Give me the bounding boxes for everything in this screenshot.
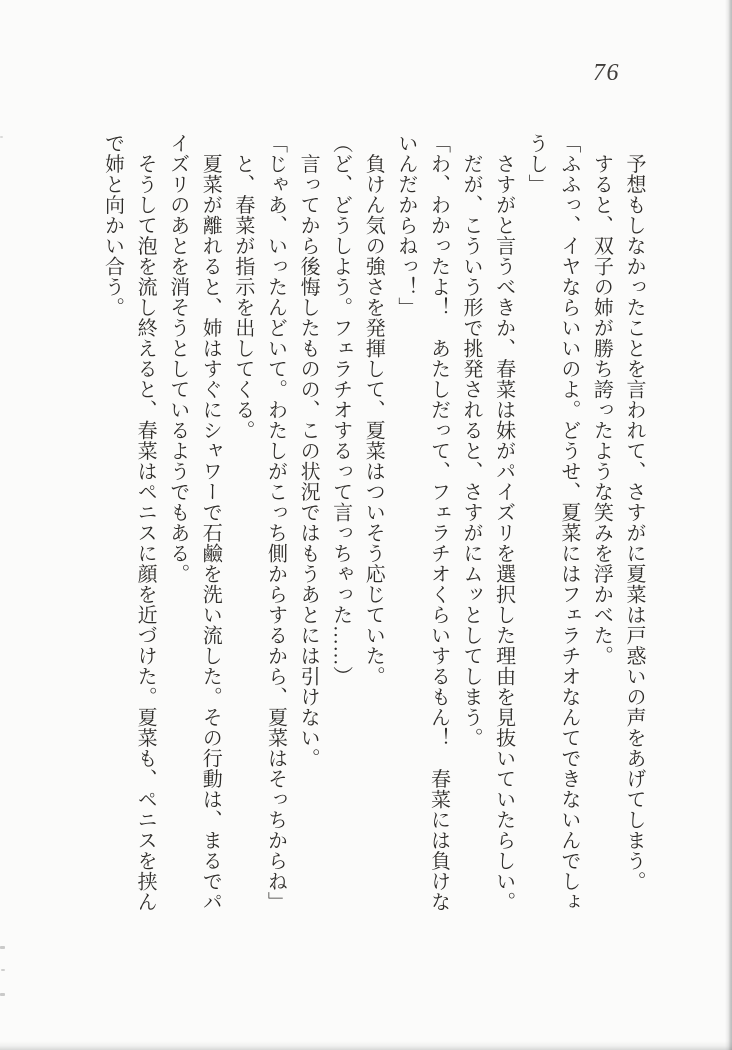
text-line: 「ふふっ、イヤならいいのよ。どうせ、夏菜にはフェラチオなんてできないんでしょ (557, 133, 580, 912)
scan-artifact (0, 946, 5, 949)
page-number: 76 (593, 60, 620, 86)
text-line: さすがと言うべきか、春菜は妹がパイズリを選択した理由を見抜いていたらしい。 (492, 133, 515, 912)
text-line: いんだからねっ！」 (394, 133, 417, 318)
text-line: すると、双子の姉が勝ち誇ったような笑みを浮かべた。 (590, 133, 613, 666)
text-columns (96, 133, 650, 917)
text-line: 「わ、わかったよ！ あたしだって、フェラチオくらいするもん！ 春菜には負けな (427, 133, 450, 912)
scan-artifact (0, 993, 5, 996)
page-edge-shadow-bottom (0, 1041, 732, 1050)
text-line: うし」 (525, 133, 548, 195)
text-line: 夏菜が離れると、姉はすぐにシャワーで石鹼を洗い流した。その行動は、まるでパ (199, 133, 222, 912)
text-line: 言ってから後悔したものの、この状況ではもうあとには引けない。 (297, 133, 320, 769)
text-line: だが、こういう形で挑発されると、さすがにムッとしてしまう。 (460, 133, 483, 748)
text-line: 予想もしなかったことを言われて、さすがに夏菜は戸惑いの声をあげてしまう。 (623, 133, 645, 892)
text-line: で姉と向かい合う。 (101, 133, 124, 318)
text-line: （ど、どうしよう。フェラチオするって言っちゃった……） (329, 133, 352, 687)
text-line: 負けん気の強さを発揮して、夏菜はついそう応じていた。 (362, 133, 385, 687)
scan-artifact (0, 136, 3, 138)
text-line: 「じゃあ、いったんどいて。わたしがこっち側からするから、夏菜はそっちからね」 (264, 133, 287, 912)
page-edge-shadow-right (725, 0, 732, 1050)
text-line: そうして泡を流し終えると、春菜はペニスに顔を近づけた。夏菜も、ペニスを挟ん (134, 133, 157, 912)
scan-artifact (1, 969, 5, 971)
text-line: と、春菜が指示を出してくる。 (231, 133, 254, 441)
text-line: イズリのあとを消そうとしているようでもある。 (166, 133, 189, 584)
